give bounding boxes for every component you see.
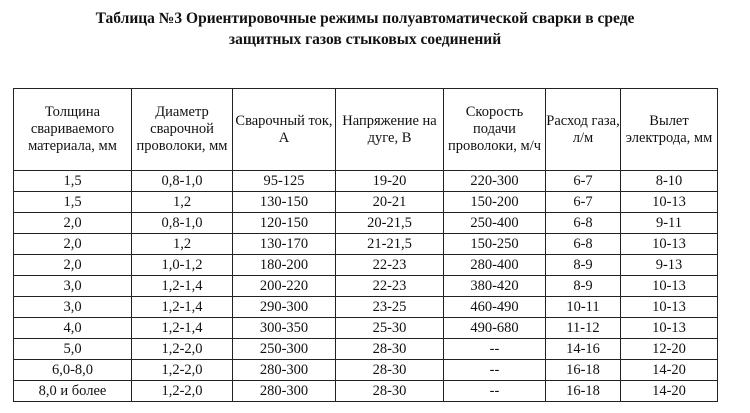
table-cell: -- <box>444 339 546 360</box>
table-cell: 3,0 <box>14 276 132 297</box>
table-title-line-1: Таблица №3 Ориентировочные режимы полуавтоматической сварки в среде <box>95 10 635 27</box>
welding-modes-table <box>13 88 718 402</box>
table-cell: 8-9 <box>546 255 621 276</box>
table-cell: 28-30 <box>336 360 444 381</box>
table-cell: 2,0 <box>14 255 132 276</box>
table-cell: 290-300 <box>233 297 336 318</box>
table-cell: 16-18 <box>546 381 621 402</box>
table-cell: 10-13 <box>621 234 718 255</box>
table-cell: 25-30 <box>336 318 444 339</box>
table-cell: 1,5 <box>14 192 132 213</box>
table-cell: 6,0-8,0 <box>14 360 132 381</box>
table-row <box>14 360 718 381</box>
table-row <box>14 339 718 360</box>
table-cell: 2,0 <box>14 213 132 234</box>
table-cell: 300-350 <box>233 318 336 339</box>
table-cell: 28-30 <box>336 381 444 402</box>
table-cell: -- <box>444 360 546 381</box>
table-row <box>14 318 718 339</box>
table-cell: 5,0 <box>14 339 132 360</box>
table-cell: 1,2-2,0 <box>132 360 233 381</box>
column-header: Расход газа, л/м <box>546 89 621 171</box>
table-cell: 1,2-2,0 <box>132 339 233 360</box>
table-cell: 130-150 <box>233 192 336 213</box>
table-cell: 460-490 <box>444 297 546 318</box>
column-header: Диаметр сварочной проволоки, мм <box>132 89 233 171</box>
table-body <box>14 171 718 402</box>
table-cell: 200-220 <box>233 276 336 297</box>
table-cell: 1,2-1,4 <box>132 318 233 339</box>
table-row <box>14 234 718 255</box>
table-cell: 120-150 <box>233 213 336 234</box>
table-row <box>14 213 718 234</box>
table-cell: 250-300 <box>233 339 336 360</box>
table-cell: 250-400 <box>444 213 546 234</box>
table-cell: 23-25 <box>336 297 444 318</box>
table-cell: 95-125 <box>233 171 336 192</box>
table-cell: 6-8 <box>546 234 621 255</box>
table-cell: 19-20 <box>336 171 444 192</box>
table-cell: 380-420 <box>444 276 546 297</box>
table-cell: 6-7 <box>546 171 621 192</box>
table-cell: 20-21 <box>336 192 444 213</box>
table-cell: 1,2-1,4 <box>132 297 233 318</box>
table-cell: 8-10 <box>621 171 718 192</box>
table-cell: 1,2-1,4 <box>132 276 233 297</box>
table-cell: 280-400 <box>444 255 546 276</box>
column-header: Скорость подачи проволоки, м/ч <box>444 89 546 171</box>
table-row <box>14 255 718 276</box>
table-cell: 150-250 <box>444 234 546 255</box>
table-cell: 12-20 <box>621 339 718 360</box>
column-header: Напряжение на дуге, В <box>336 89 444 171</box>
table-cell: 14-20 <box>621 381 718 402</box>
table-header-row <box>14 89 718 171</box>
table-cell: 8-9 <box>546 276 621 297</box>
table-row <box>14 171 718 192</box>
table-cell: 0,8-1,0 <box>132 171 233 192</box>
table-cell: 16-18 <box>546 360 621 381</box>
table-cell: -- <box>444 381 546 402</box>
table-cell: 3,0 <box>14 297 132 318</box>
table-cell: 1,5 <box>14 171 132 192</box>
table-cell: 1,0-1,2 <box>132 255 233 276</box>
table-title <box>0 8 730 50</box>
table-cell: 20-21,5 <box>336 213 444 234</box>
table-cell: 1,2 <box>132 192 233 213</box>
table-cell: 8,0 и более <box>14 381 132 402</box>
table-cell: 130-170 <box>233 234 336 255</box>
table-cell: 6-8 <box>546 213 621 234</box>
table-cell: 1,2-2,0 <box>132 381 233 402</box>
table-cell: 21-21,5 <box>336 234 444 255</box>
column-header: Сварочный ток, А <box>233 89 336 171</box>
table-cell: 490-680 <box>444 318 546 339</box>
table-cell: 0,8-1,0 <box>132 213 233 234</box>
table-cell: 10-13 <box>621 318 718 339</box>
column-header: Вылет электрода, мм <box>621 89 718 171</box>
table-cell: 14-20 <box>621 360 718 381</box>
table-cell: 280-300 <box>233 381 336 402</box>
table-title-line-2: защитных газов стыковых соединений <box>228 31 502 48</box>
table-cell: 14-16 <box>546 339 621 360</box>
table-cell: 22-23 <box>336 276 444 297</box>
table-cell: 2,0 <box>14 234 132 255</box>
table-cell: 10-11 <box>546 297 621 318</box>
table-cell: 22-23 <box>336 255 444 276</box>
table-cell: 9-11 <box>621 213 718 234</box>
table-cell: 11-12 <box>546 318 621 339</box>
table-cell: 6-7 <box>546 192 621 213</box>
table-cell: 220-300 <box>444 171 546 192</box>
table-cell: 1,2 <box>132 234 233 255</box>
table-row <box>14 297 718 318</box>
table-row <box>14 381 718 402</box>
table-cell: 150-200 <box>444 192 546 213</box>
table-cell: 180-200 <box>233 255 336 276</box>
table-row <box>14 276 718 297</box>
column-header: Толщина свариваемого материала, мм <box>14 89 132 171</box>
table-cell: 280-300 <box>233 360 336 381</box>
table-row <box>14 192 718 213</box>
table-cell: 10-13 <box>621 297 718 318</box>
table-cell: 10-13 <box>621 192 718 213</box>
table-cell: 10-13 <box>621 276 718 297</box>
table-cell: 28-30 <box>336 339 444 360</box>
table-cell: 4,0 <box>14 318 132 339</box>
table-cell: 9-13 <box>621 255 718 276</box>
